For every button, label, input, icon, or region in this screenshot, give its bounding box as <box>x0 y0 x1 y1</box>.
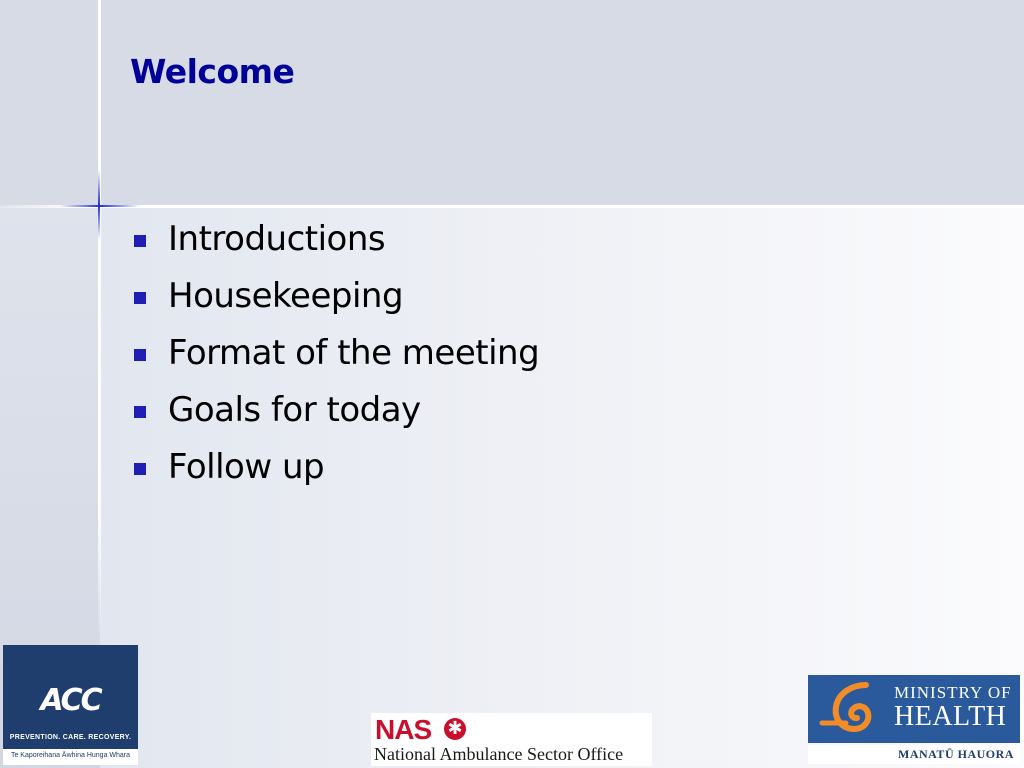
bullet-item <box>132 272 539 329</box>
square-bullet-icon <box>134 349 146 361</box>
bullet-item <box>132 386 539 443</box>
naso-acronym: NAS <box>375 714 432 745</box>
bullet-text: Housekeeping <box>168 276 404 316</box>
naso-logo <box>371 713 652 766</box>
header-band <box>0 0 1024 207</box>
square-bullet-icon <box>134 406 146 418</box>
moh-line1: MINISTRY OF <box>894 683 1012 702</box>
square-bullet-icon <box>134 235 146 247</box>
vertical-divider <box>98 0 101 640</box>
bullet-item <box>132 329 539 386</box>
acc-tagline: PREVENTION. CARE. RECOVERY. <box>9 734 132 741</box>
bullet-text: Goals for today <box>168 390 421 430</box>
acc-maori-name: Te Kaporeihana Āwhina Hunga Whara <box>10 752 131 759</box>
bullet-text: Follow up <box>168 447 325 487</box>
acc-wordmark: ACC <box>40 683 101 718</box>
bullet-text: Introductions <box>168 219 386 259</box>
slide-title: Welcome <box>130 52 295 91</box>
cross-accent-horizontal <box>60 205 140 207</box>
square-bullet-icon <box>134 292 146 304</box>
acc-logo <box>3 645 138 765</box>
ministry-of-health-logo <box>808 675 1020 764</box>
bullet-list <box>132 215 539 500</box>
horizontal-divider <box>0 205 1024 208</box>
moh-line2: HEALTH <box>894 701 1007 732</box>
koru-icon <box>816 679 880 739</box>
bullet-item <box>132 443 539 500</box>
moh-maori-name: MANATŪ HAUORA <box>898 747 1014 761</box>
star-of-life-icon: ✱ <box>444 718 466 740</box>
bullet-item <box>132 215 539 272</box>
naso-full-name: National Ambulance Sector Office <box>374 744 624 764</box>
cross-accent-vertical <box>98 170 100 240</box>
bullet-text: Format of the meeting <box>168 333 540 373</box>
square-bullet-icon <box>134 463 146 475</box>
